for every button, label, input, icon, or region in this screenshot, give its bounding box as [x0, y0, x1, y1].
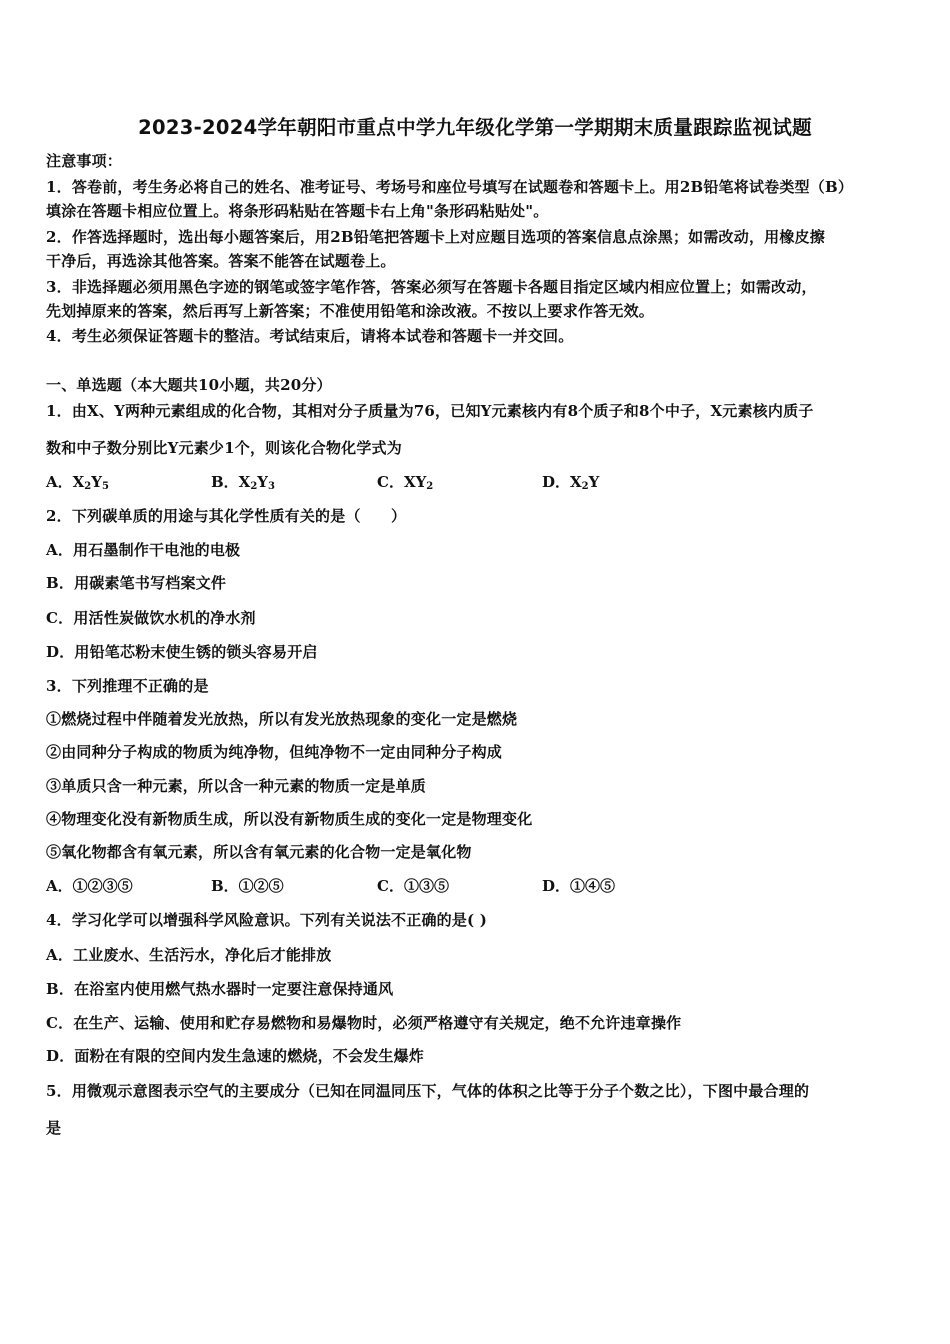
question-3-statement: ②由同种分子构成的物质为纯净物，但纯净物不一定由同种分子构成 — [46, 743, 503, 761]
question-5-stem: 5．用微观示意图表示空气的主要成分（已知在同温同压下，气体的体积之比等于分子个数之比），下图中最合理的 — [46, 1082, 810, 1100]
question-3-statement: ③单质只含一种元素，所以含一种元素的物质一定是单质 — [46, 777, 427, 795]
notice-line: 1．答卷前，考生务必将自己的姓名、准考证号、考场号和座位号填写在试题卷和答题卡上。用2B铅笔将试卷类型（B） — [46, 178, 854, 196]
question-1-option-a: A．$X_2Y_5$ — [46, 473, 109, 492]
question-3-option-a: A．①②③⑤ — [46, 877, 133, 895]
notice-heading: 注意事项： — [46, 152, 123, 170]
question-4-option-b: B．在浴室内使用燃气热水器时一定要注意保持通风 — [46, 980, 394, 998]
question-4-option-a: A．工业废水、生活污水，净化后才能排放 — [46, 946, 332, 964]
question-5-stem-cont: 是 — [46, 1119, 62, 1137]
question-2-option-a: A．用石墨制作干电池的电极 — [46, 541, 241, 559]
question-4-stem: 4．学习化学可以增强科学风险意识。下列有关说法不正确的是( ) — [46, 911, 488, 929]
question-1-stem-cont: 数和中子数分别比Y元素少1个，则该化合物化学式为 — [46, 439, 402, 457]
notice-line: 3．非选择题必须用黑色字迹的钢笔或签字笔作答，答案必须写在答题卡各题目指定区域内相应位置上；如需改动， — [46, 278, 817, 296]
question-2-stem: 2．下列碳单质的用途与其化学性质有关的是（ ） — [46, 507, 407, 525]
notice-line: 2．作答选择题时，选出每小题答案后，用2B铅笔把答题卡上对应题目选项的答案信息点涂黑；如需改动，用橡皮擦 — [46, 228, 825, 246]
notice-line: 先划掉原来的答案，然后再写上新答案；不准使用铅笔和涂改液。不按以上要求作答无效。 — [46, 302, 655, 320]
question-3-option-b: B．①②⑤ — [211, 877, 284, 895]
question-3-option-c: C．①③⑤ — [377, 877, 449, 895]
question-1-option-b: B．$X_2Y_3$ — [211, 473, 275, 492]
question-3-stem: 3．下列推理不正确的是 — [46, 677, 209, 695]
question-4-option-c: C．在生产、运输、使用和贮存易燃物和易爆物时，必须严格遵守有关规定，绝不允许违章操作 — [46, 1014, 682, 1032]
question-1-option-d: D．$X_2Y$ — [542, 473, 600, 492]
question-2-option-c: C．用活性炭做饮水机的净水剂 — [46, 609, 256, 627]
question-3-statement: ④物理变化没有新物质生成，所以没有新物质生成的变化一定是物理变化 — [46, 810, 533, 828]
notice-line: 填涂在答题卡相应位置上。将条形码粘贴在答题卡右上角"条形码粘贴处"。 — [46, 202, 549, 220]
question-2-option-b: B．用碳素笔书写档案文件 — [46, 574, 227, 592]
question-1-option-c: C．$XY_2$ — [377, 473, 434, 492]
notice-line: 4．考生必须保证答题卡的整洁。考试结束后，请将本试卷和答题卡一并交回。 — [46, 327, 574, 345]
question-3-statement: ①燃烧过程中伴随着发光放热，所以有发光放热现象的变化一定是燃烧 — [46, 710, 518, 728]
question-1-stem: 1．由X、Y两种元素组成的化合物，其相对分子质量为76，已知Y元素核内有8个质子和8个中子，X元素核内质子 — [46, 402, 814, 420]
question-3-option-d: D．①④⑤ — [542, 877, 616, 895]
question-2-option-d: D．用铅笔芯粉末使生锈的锁头容易开启 — [46, 643, 318, 661]
page-title: 2023-2024学年朝阳市重点中学九年级化学第一学期期末质量跟踪监视试题 — [138, 116, 812, 139]
question-3-statement: ⑤氧化物都含有氧元素，所以含有氧元素的化合物一定是氧化物 — [46, 843, 472, 861]
section-heading: 一、单选题（本大题共10小题，共20分） — [46, 376, 332, 394]
notice-line: 干净后，再选涂其他答案。答案不能答在试题卷上。 — [46, 252, 396, 270]
question-4-option-d: D．面粉在有限的空间内发生急速的燃烧，不会发生爆炸 — [46, 1047, 425, 1065]
